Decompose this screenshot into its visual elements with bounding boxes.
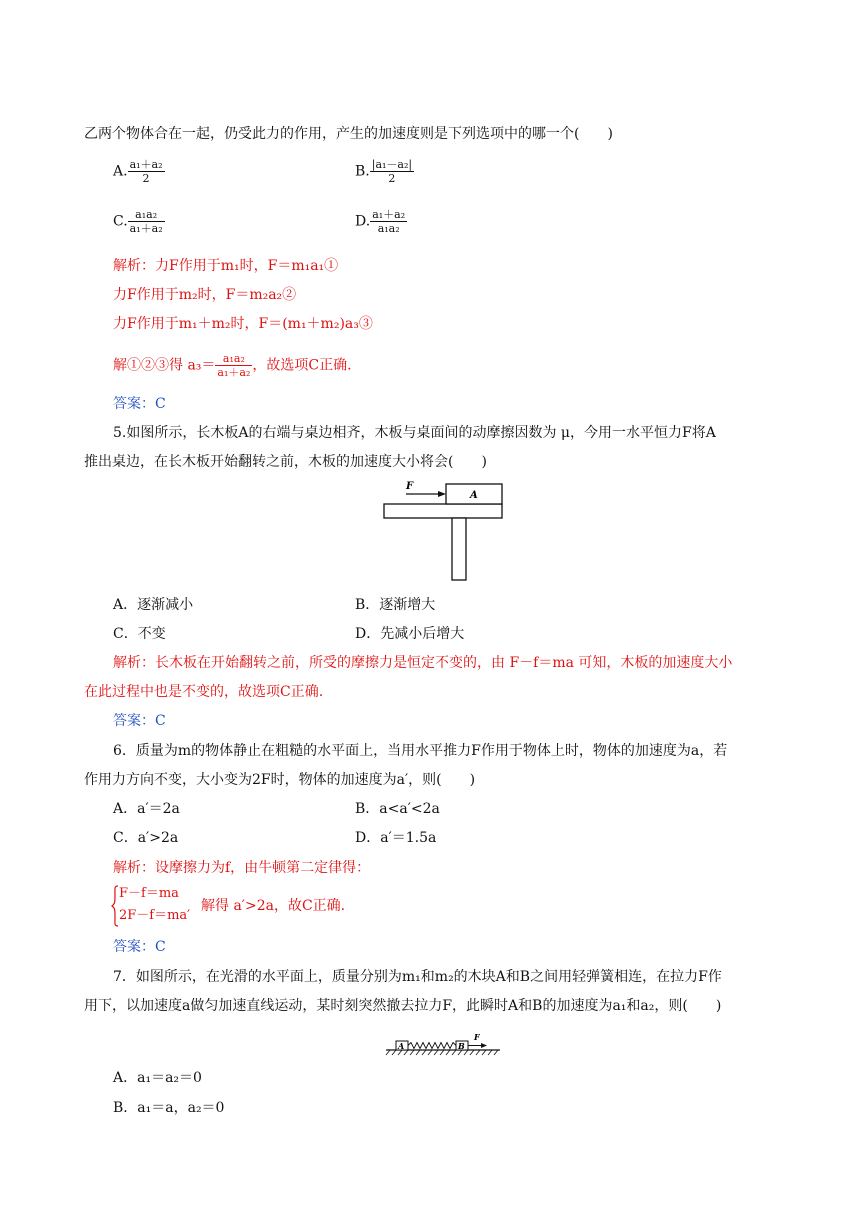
fraction-numerator: |a₁－a₂|: [371, 158, 413, 171]
table-leg: [452, 518, 466, 580]
option-label: C.: [113, 213, 128, 230]
q4-option-d: [355, 208, 407, 235]
fraction-denominator: a₁＋a₂: [129, 222, 163, 235]
q5-option-b: B．逐渐增大: [355, 597, 436, 613]
q6-analysis-line-2: 解得 a′>2a，故C正确.: [201, 898, 346, 914]
q6-equation-1: F－f＝ma: [119, 886, 179, 901]
q4-stem: 乙两个物体合在一起，仍受此力的作用，产生的加速度则是下列选项中的哪一个( ): [84, 126, 613, 142]
q7-stem-line-2: 用下，以加速度a做匀加速直线运动，某时刻突然撤去拉力F，此瞬时A和B的加速度为a₁和a₂，则( ): [84, 998, 722, 1014]
q5-stem-line-2: 推出桌边，在长木板开始翻转之前，木板的加速度大小将会( ): [84, 454, 487, 470]
q4-analysis-line-1: [113, 256, 338, 276]
fraction-numerator: a₁a₂: [215, 352, 252, 366]
option-fraction: [128, 208, 165, 235]
q4-answer: 答案：C: [113, 396, 166, 412]
fraction-denominator: a₁a₂: [377, 222, 400, 235]
option-label: D.: [355, 213, 371, 230]
q5-board-on-table-diagram: [380, 476, 510, 586]
block-a-label: A: [398, 1041, 405, 1051]
analysis-fraction: [215, 352, 252, 379]
q5-analysis-line-1: 解析：长木板在开始翻转之前，所受的摩擦力是恒定不变的，由 F－f＝ma 可知，木板的加速度大小: [113, 655, 733, 671]
fraction-denominator: a₁＋a₂: [217, 366, 251, 379]
q4-option-a: [113, 158, 165, 185]
q4-option-b: [355, 158, 414, 185]
fraction-numerator: a₁＋a₂: [372, 208, 406, 221]
option-label: A.: [113, 163, 128, 180]
q6-answer: 答案：C: [113, 939, 166, 955]
option-fraction: [370, 158, 414, 185]
board-label: A: [470, 490, 478, 501]
q5-option-c: C．不变: [113, 626, 166, 642]
arrow-head: [481, 1043, 487, 1048]
analysis-text: 力F作用于m₁时，F＝m₁a₁①: [155, 258, 339, 274]
analysis-text: ，故选项C正确.: [252, 357, 352, 374]
q5-answer: 答案：C: [113, 713, 166, 729]
fraction-denominator: 2: [142, 172, 150, 185]
q4-analysis-line-2: 力F作用于m₂时，F＝m₂a₂②: [113, 287, 297, 303]
spring: [408, 1043, 456, 1049]
q6-equation-2: 2F－f＝ma′: [119, 908, 191, 923]
q6-equation-brace: [111, 885, 119, 927]
fraction-numerator: a₁a₂: [128, 208, 165, 222]
fraction-numerator: a₁＋a₂: [129, 158, 163, 171]
force-label: F: [406, 481, 414, 492]
q5-stem-line-1: 5.如图所示，长木板A的右端与桌边相齐，木板与桌面间的动摩擦因数为 μ，今用一水平恒力F将A: [113, 425, 716, 441]
q7-option-b: B．a₁＝a，a₂＝0: [113, 1100, 225, 1116]
analysis-label: 解析：: [113, 258, 155, 274]
force-label: F: [474, 1032, 480, 1042]
option-fraction: [370, 208, 407, 235]
q6-option-c: C．a′>2a: [113, 830, 179, 846]
q6-analysis-line-1: 解析：设摩擦力为f，由牛顿第二定律得：: [113, 860, 371, 876]
q6-stem-line-2: 作用力方向不变，大小变为2F时，物体的加速度为a′，则( ): [84, 772, 476, 788]
arrow-head: [438, 491, 446, 497]
q5-option-a: A．逐渐减小: [113, 597, 194, 613]
q6-option-d: D．a′＝1.5a: [355, 830, 437, 846]
q6-option-a: A．a′＝2a: [113, 801, 180, 817]
q5-option-d: D．先减小后增大: [355, 626, 465, 642]
fraction-denominator: 2: [388, 172, 396, 185]
option-fraction: [128, 158, 165, 185]
option-label: B.: [355, 163, 370, 180]
q7-spring-blocks-diagram: [384, 1030, 504, 1060]
q7-option-a: A．a₁＝a₂＝0: [113, 1070, 202, 1086]
q6-option-b: B．a<a′<2a: [355, 801, 440, 817]
q6-stem-line-1: 6．质量为m的物体静止在粗糙的水平面上，当用水平推力F作用于物体上时，物体的加速度为a，若: [113, 743, 728, 759]
q7-stem-line-1: 7．如图所示，在光滑的水平面上，质量分别为m₁和m₂的木块A和B之间用轻弹簧相连，在拉力F作: [113, 969, 722, 985]
block-b-label: B: [458, 1041, 465, 1051]
q4-analysis-line-3: 力F作用于m₁＋m₂时，F＝(m₁＋m₂)a₃③: [113, 316, 373, 332]
analysis-text: 解①②③得 a₃＝: [113, 357, 216, 374]
q5-analysis-line-2: 在此过程中也是不变的，故选项C正确.: [84, 684, 324, 700]
q4-option-c: [113, 208, 165, 235]
q4-analysis-line-4: [113, 352, 352, 379]
table-top: [384, 504, 502, 518]
